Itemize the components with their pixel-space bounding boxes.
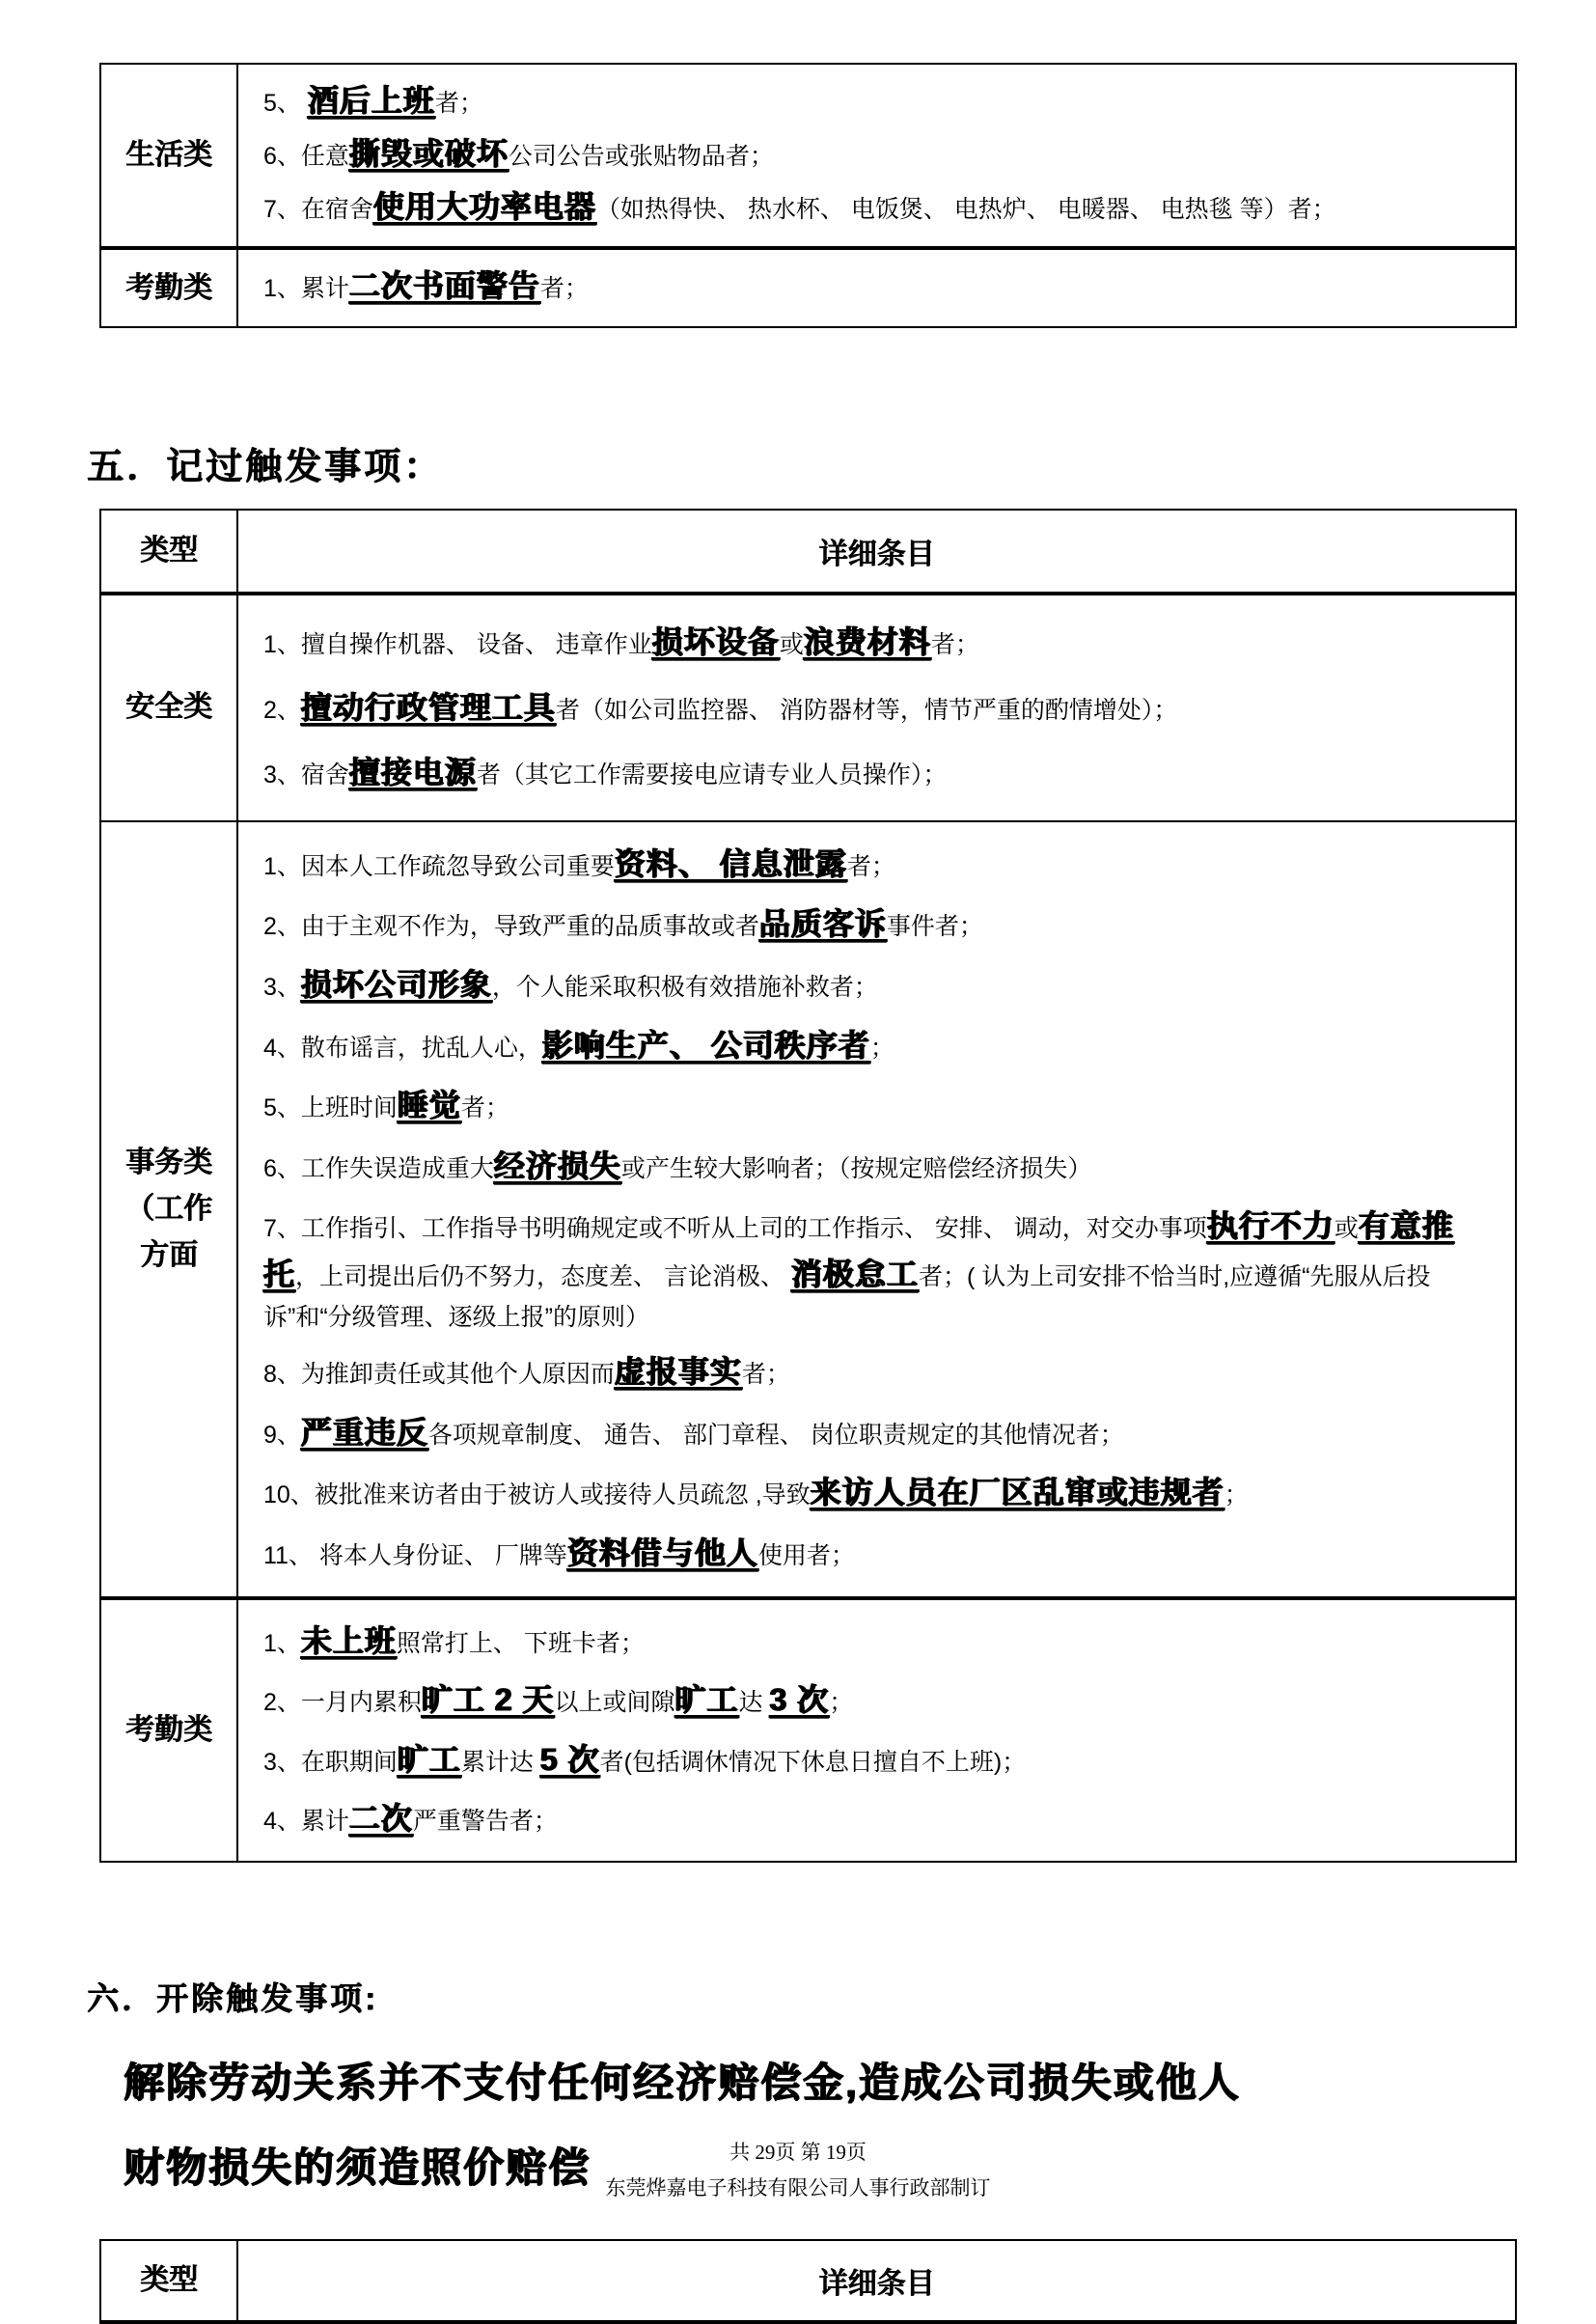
rule-item: 2、擅动行政管理工具者（如公司监控器、 消防器材等，情节严重的酌情增处）；: [263, 689, 1178, 725]
section5-heading: 五．记过触发事项：: [87, 447, 444, 487]
rule-item: 3、在职期间旷工累计达 5 次者(包括调休情况下休息日擅自不上班)；: [263, 1741, 1027, 1777]
table5-row-attendance: [101, 1596, 1515, 1861]
rule-item: 5、上班时间睡觉者；: [263, 1088, 509, 1123]
rule-item: 6、工作失误造成重大经济损失或产生较大影响者；（按规定赔偿经济损失）: [263, 1148, 1092, 1183]
table5-row-work: [101, 820, 1515, 1596]
rule-item: 6、任意撕毁或破坏公司公告或张贴物品者；: [263, 136, 774, 171]
rule-list-attendance: [238, 250, 1515, 326]
rule-list-life: [238, 65, 1515, 246]
rule-item: 2、由于主观不作为，导致严重的品质事故或者品质客诉事件者；: [263, 906, 983, 942]
rule-item: 1、未上班照常打上、 下班卡者；: [263, 1622, 645, 1658]
category-label-attendance: 考勤类: [101, 250, 238, 326]
rule-item: 5、 酒后上班者；: [263, 83, 483, 118]
rule-item: 1、累计二次书面警告者；: [263, 268, 589, 303]
bottom-table-header-type: 类型: [101, 2241, 238, 2320]
table5-header-detail: 详细条目: [818, 539, 935, 570]
section6-paragraph-line1: 解除劳动关系并不支付任何经济赔偿金,造成公司损失或他人: [124, 2060, 1241, 2106]
rule-item: 2、一月内累积旷工 2 天以上或间隙旷工达 3 次；: [263, 1682, 854, 1718]
rule-item: 8、为推卸责任或其他个人原因而虚报事实者；: [263, 1354, 790, 1390]
page-footer: [0, 2135, 1596, 2206]
bottom-table-header-detail: 详细条目: [818, 2268, 935, 2301]
rule-item: 3、损坏公司形象，个人能采取积极有效措施补救者；: [263, 966, 878, 1002]
category-label-safety: 安全类: [101, 595, 238, 820]
rule-list-work: [238, 822, 1515, 1596]
rule-item: 10、被批准来访者由于被访人或接待人员疏忽 ,导致来访人员在厂区乱窜或违规者；: [263, 1475, 1249, 1510]
category-label-attendance5: 考勤类: [101, 1600, 238, 1861]
rule-item: 1、因本人工作疏忽导致公司重要资料、 信息泄露者；: [263, 845, 895, 881]
table5-header-type: 类型: [101, 511, 238, 592]
bottom-table-header-row: [101, 2241, 1515, 2320]
footer-issuer: 东莞烨嘉电子科技有限公司人事行政部制订: [605, 2175, 991, 2200]
dismissal-trigger-table: [99, 2239, 1517, 2324]
table-row-life: [101, 65, 1515, 246]
category-label-work: 事务类 （工作 方面: [101, 822, 238, 1596]
warning-trigger-table: [99, 63, 1517, 328]
table5-row-safety: [101, 592, 1515, 820]
rule-item: 1、擅自操作机器、 设备、 违章作业损坏设备或浪费材料者；: [263, 624, 979, 659]
rule-item: 11、 将本人身份证、 厂牌等资料借与他人使用者；: [263, 1536, 855, 1571]
demerit-trigger-table: [99, 509, 1517, 1863]
rule-item: 4、散布谣言，扰乱人心，影响生产、 公司秩序者；: [263, 1027, 894, 1063]
document-page: [87, 0, 1517, 2324]
section6-paragraph-line2: 财物损失的须造照价赔偿: [124, 2144, 592, 2191]
table5-header-row: [101, 511, 1515, 592]
category-label-life: 生活类: [101, 65, 238, 246]
rule-list-attendance5: [238, 1600, 1515, 1861]
rule-item: 4、累计二次严重警告者；: [263, 1801, 558, 1837]
section6-heading: 六．开除触发事项:: [87, 1980, 378, 2017]
rule-item: 7、在宿舍使用大功率电器（如热得快、 热水杯、 电饭煲、 电热炉、 电暖器、 电热毯 等）者；: [263, 189, 1336, 224]
rule-item: 3、宿舍擅接电源者（其它工作需要接电应请专业人员操作）；: [263, 755, 948, 790]
rule-list-safety: [238, 595, 1515, 820]
rule-item: 7、工作指引、工作指导书明确规定或不听从上司的工作指示、 安排、 调动，对交办事项执行不力或有意推托，上司提出后仍不努力，态度差、 言论消极、 消极怠工者；( 认为上司安排不恰当时,应遵循“先服从后投诉”和“分级管理、逐级上报”的原则）: [263, 1208, 1454, 1331]
table-row-attendance: [101, 246, 1515, 326]
rule-item: 9、严重违反各项规章制度、 通告、 部门章程、 岗位职责规定的其他情况者；: [263, 1414, 1124, 1450]
footer-page-number: 共 29页 第 19页: [729, 2141, 867, 2164]
